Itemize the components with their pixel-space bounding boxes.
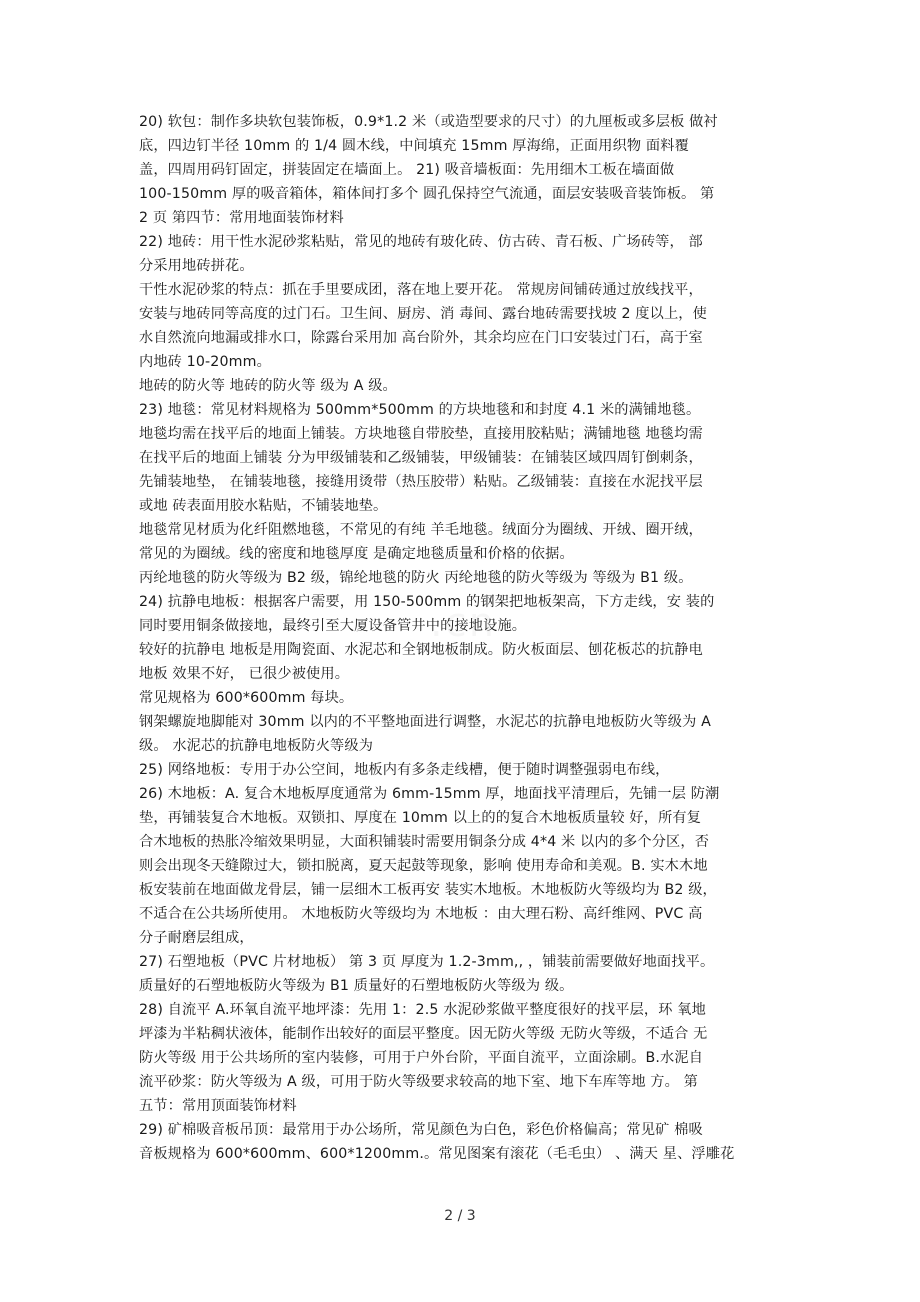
text-line: 钢架螺旋地脚能对 30mm 以内的不平整地面进行调整，水泥芯的抗静电地板防火等级为 A: [139, 714, 711, 730]
document-body: [139, 110, 787, 1166]
text-line: 24) 抗静电地板：根据客户需要，用 150-500mm 的钢架把地板架高，下方走线，安 装的: [139, 594, 715, 610]
text-line: 水自然流向地漏或排水口，除露台采用加 高台阶外，其余均应在门口安装过门石，高于室: [139, 330, 703, 346]
text-line: 28) 自流平 A.环氧自流平地坪漆：先用 1：2.5 水泥砂浆做平整度很好的找平层，环 氧地: [139, 1002, 706, 1018]
text-line: 地砖的防火等 地砖的防火等 级为 A 级。: [139, 378, 397, 394]
text-line: 27) 石塑地板（PVC 片材地板） 第 3 页 厚度为 1.2-3mm,, ，铺装前需要做好地面找平。: [139, 954, 715, 970]
text-line: 垫，再铺装复合木地板。双锁扣、厚度在 10mm 以上的的复合木地板质量较 好，所有复: [139, 810, 702, 826]
text-line: 合木地板的热胀冷缩效果明显，大面积铺装时需要用铜条分成 4*4 米 以内的多个分区，否: [139, 834, 710, 850]
text-line: 干性水泥砂浆的特点：抓在手里要成团，落在地上要开花。 常规房间铺砖通过放线找平，: [139, 282, 703, 298]
text-line: 25) 网络地板：专用于办公空间，地板内有多条走线槽，便于随时调整强弱电布线，: [139, 762, 670, 778]
text-line: 盖，四周用码钉固定，拼装固定在墙面上。 21) 吸音墙板面：先用细木工板在墙面做: [139, 162, 675, 178]
text-line: 安装与地砖同等高度的过门石。卫生间、厨房、消 毒间、露台地砖需要找坡 2 度以上，使: [139, 306, 707, 322]
page-number: 2 / 3: [444, 1208, 476, 1224]
text-line: 较好的抗静电 地板是用陶瓷面、水泥芯和全钢地板制成。防火板面层、刨花板芯的抗静电: [139, 642, 703, 658]
text-line: 丙纶地毯的防火等级为 B2 级，锦纶地毯的防火 丙纶地毯的防火等级为 等级为 B1 级。: [139, 570, 693, 586]
text-line: 内地砖 10-20mm。: [139, 354, 271, 370]
text-line: 29) 矿棉吸音板吊顶：最常用于办公场所，常见颜色为白色，彩色价格偏高；常见矿 棉吸: [139, 1122, 703, 1138]
text-line: 分子耐磨层组成，: [139, 930, 254, 946]
text-line: 音板规格为 600*600mm、600*1200mm.。常见图案有滚花（毛毛虫） 、满天 星、浮雕花: [139, 1146, 735, 1162]
text-line: 五节：常用顶面装饰材料: [139, 1098, 297, 1114]
text-line: 级。 水泥芯的抗静电地板防火等级为: [139, 738, 374, 754]
text-line: 不适合在公共场所使用。 木地板防火等级均为 木地板 ：由大理石粉、高纤维网、PVC 高: [139, 906, 703, 922]
text-line: 分采用地砖拼花。: [139, 258, 254, 274]
text-line: 或地 砖表面用胶水粘贴，不铺装地垫。: [139, 498, 388, 514]
text-line: 地毯均需在找平后的地面上铺装。方块地毯自带胶垫，直接用胶粘贴；满铺地毯 地毯均需: [139, 426, 703, 442]
text-line: 常见的为圈绒。线的密度和地毯厚度 是确定地毯质量和价格的依据。: [139, 546, 574, 562]
text-line: 防火等级 用于公共场所的室内装修，可用于户外台阶，平面自流平，立面涂刷。B.水泥自: [139, 1050, 704, 1066]
text-line: 22) 地砖：用干性水泥砂浆粘贴，常见的地砖有玻化砖、仿古砖、青石板、广场砖等， 部: [139, 234, 703, 250]
text-line: 23) 地毯：常见材料规格为 500mm*500mm 的方块地毯和和封度 4.1 米的满铺地毯。: [139, 402, 701, 418]
text-line: 流平砂浆：防火等级为 A 级，可用于防火等级要求较高的地下室、地下车库等地 方。 第: [139, 1074, 698, 1090]
text-line: 20) 软包：制作多块软包装饰板，0.9*1.2 米（或造型要求的尺寸）的九厘板或多层板 做衬: [139, 114, 718, 130]
text-line: 2 页 第四节：常用地面装饰材料: [139, 210, 344, 226]
text-line: 板安装前在地面做龙骨层，铺一层细木工板再安 装实木地板。木地板防火等级均为 B2 级，: [139, 882, 717, 898]
text-line: 底，四边钉半径 10mm 的 1/4 圆木线，中间填充 15mm 厚海绵，正面用织物 面料覆: [139, 138, 689, 154]
text-line: 地毯常见材质为化纤阻燃地毯，不常见的有纯 羊毛地毯。绒面分为圈绒、开绒、圈开绒，: [139, 522, 703, 538]
text-line: 则会出现冬天缝隙过大，锁扣脱离，夏天起鼓等现象，影响 使用寿命和美观。B. 实木木地: [139, 858, 708, 874]
text-line: 坪漆为半粘稠状液体，能制作出较好的面层平整度。因无防火等级 无防火等级，不适合 无: [139, 1026, 708, 1042]
text-line: 地板 效果不好， 已很少被使用。: [139, 666, 350, 682]
text-line: 先铺装地垫， 在铺装地毯，接缝用烫带（热压胶带）粘贴。乙级铺装：直接在水泥找平层: [139, 474, 703, 490]
text-line: 26) 木地板：A. 复合木地板厚度通常为 6mm-15mm 厚，地面找平清理后，先铺一层 防潮: [139, 786, 720, 802]
text-line: 质量好的石塑地板防火等级为 B1 质量好的石塑地板防火等级为 级。: [139, 978, 574, 994]
text-line: 常见规格为 600*600mm 每块。: [139, 690, 354, 706]
text-line: 同时要用铜条做接地，最终引至大厦设备管井中的接地设施。: [139, 618, 527, 634]
text-line: 100-150mm 厚的吸音箱体，箱体间打多个 圆孔保持空气流通，面层安装吸音装饰板。 第: [139, 186, 715, 202]
text-line: 在找平后的地面上铺装 分为甲级铺装和乙级铺装，甲级铺装：在铺装区域四周钉倒刺条，: [139, 450, 703, 466]
